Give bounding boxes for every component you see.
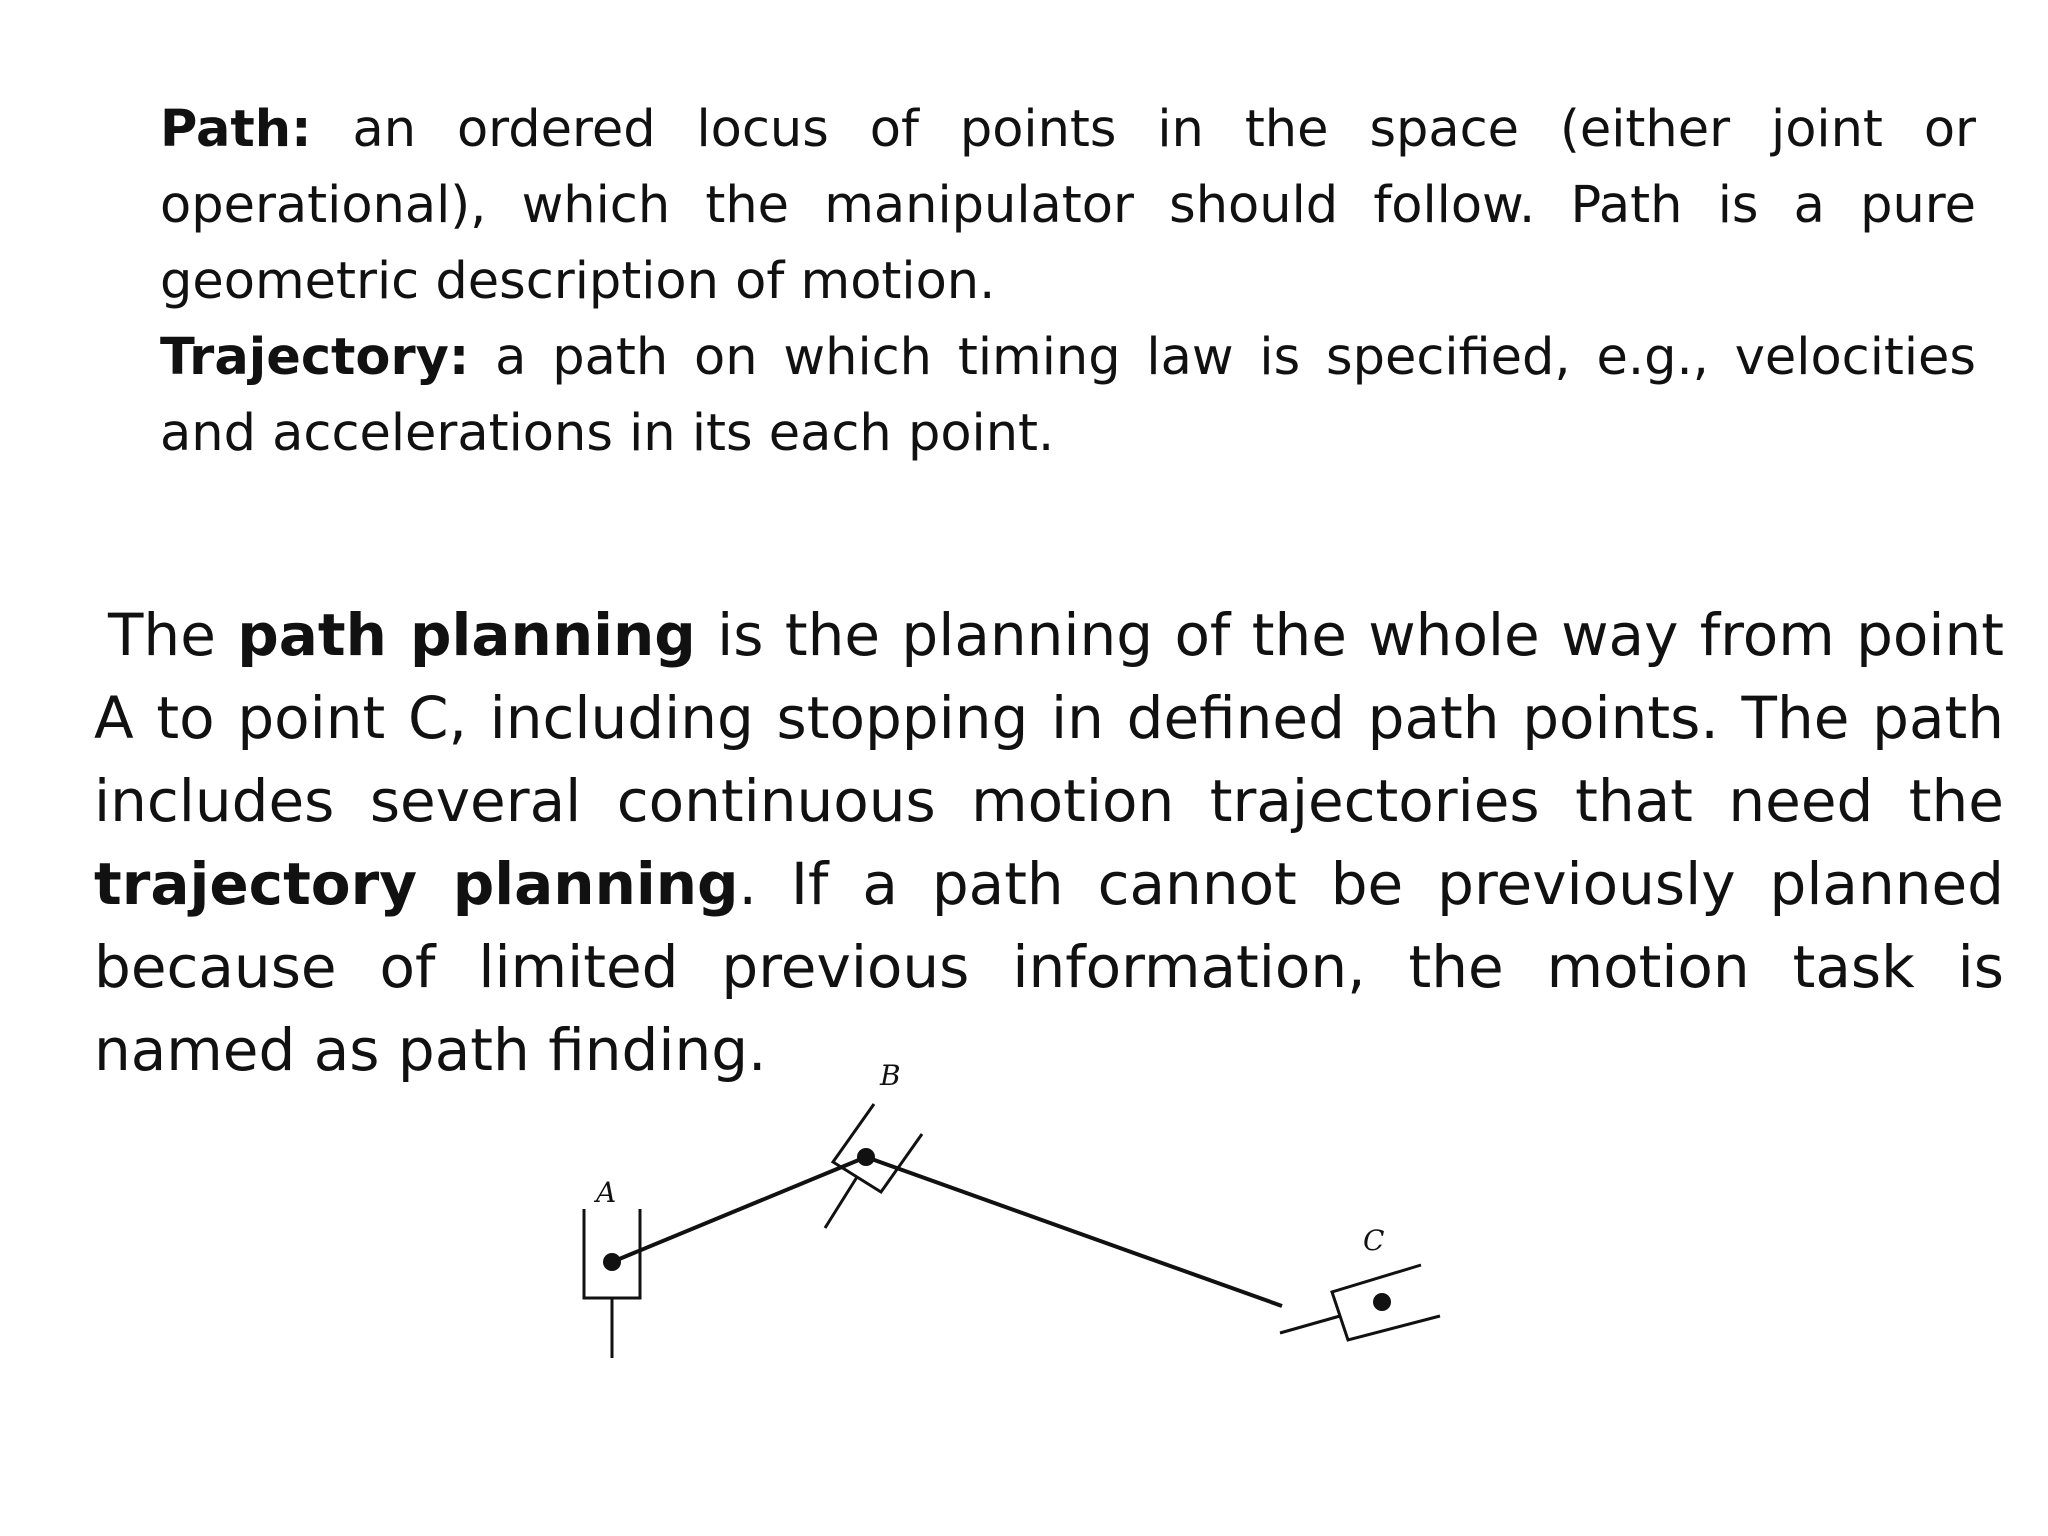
path-definition <box>160 92 1976 320</box>
frame-b <box>825 1104 922 1228</box>
main-text-part2: is the planning of the whole way from point A to point C, including stopping in defined path points. The path includes several continuous motion trajectories that need the <box>94 601 2004 835</box>
point-c <box>1373 1293 1391 1311</box>
frame-a <box>584 1209 640 1358</box>
path-term: Path: <box>160 100 312 159</box>
path-segment-bc <box>866 1157 1282 1306</box>
point-a <box>603 1253 621 1271</box>
frame-c <box>1280 1265 1440 1340</box>
main-text-part3: . If a path cannot be previously planned because of limited previous information, the motion task is named as path finding. <box>94 850 2004 1084</box>
path-planning-term: path planning <box>237 601 696 669</box>
trajectory-definition-text: a path on which timing law is specified, e.g., velocities and accelerations in its each point. <box>160 328 1976 463</box>
label-a: A <box>596 1176 617 1209</box>
trajectory-planning-term: trajectory planning <box>94 850 739 918</box>
label-c: C <box>1363 1224 1385 1257</box>
path-diagram <box>540 1040 1480 1380</box>
main-paragraph-text <box>94 594 2004 1092</box>
main-paragraph <box>94 594 2004 1092</box>
trajectory-term: Trajectory: <box>160 328 470 387</box>
label-b: B <box>880 1059 901 1092</box>
path-definition-text: an ordered locus of points in the space (either joint or operational), which the manipulator should follow. Path is a pure geometric description of motion. <box>160 100 1976 311</box>
path-segment-ab <box>612 1157 866 1262</box>
main-text-part1: The <box>108 601 238 669</box>
trajectory-definition <box>160 320 1976 472</box>
definitions-block <box>160 92 1976 472</box>
point-b <box>857 1148 875 1166</box>
